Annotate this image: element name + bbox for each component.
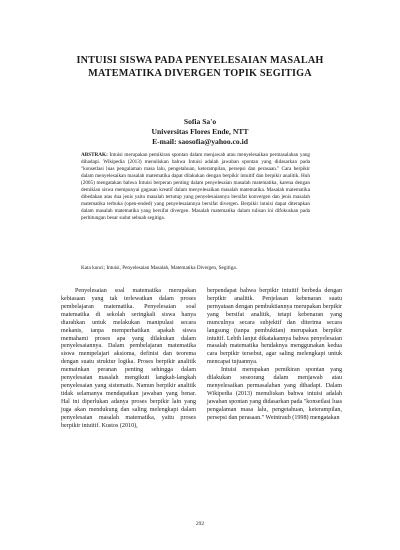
- title-line-1: INTUISI SISWA PADA PENYELESAIAN MASALAH: [76, 55, 324, 66]
- author-name: Sofia Sa'o: [183, 117, 217, 126]
- abstract-text: Intuisi merupakan pemikiran spontan dalam menjawab atau menyelesaikan permasalahan yang dihadapi. Wikipedia (2013) menuliskan bahwa Intuisi adalah jawaban spontan yang didasarkan pada "konsetlasi luas pengalaman masa lalu, pengetahuan, keterampilan, persepsi dan perasaan." Cara berpikir dalam menyelesaikan masalah matematika dapat dilakukan dengan berpikir intuitif dan berpikir analitik. Huh (2005) mengatakan bahwa Intuisi berperan penting dalam penyelesaian masalah matematika, karena dengan demikian siswa mempunyai gagasan kreatif dalam menyelesaikan masalah matematika. Masalah matematika dibedakan atas dua jenis yaitu masalah tertutup yang penyelesaiannya bersifat konvergen dan jenis masalah matematika terbuka (open-ended) yang penyelesaiannya bersifat divergen. Berpikir intuisi dapat diterapkan dalam masalah matematika yang bersifat divergen. Masalah matematika dalam tulisan ini difokuskan pada perhitungan besar sudut sebuah segitiga.: [81, 152, 311, 221]
- body-column-left: [61, 288, 196, 431]
- author-affiliation: Universitas Flores Ende, NTT: [151, 127, 249, 136]
- abstract: [81, 152, 310, 222]
- author-block: [80, 117, 320, 147]
- title-line-2: MATEMATIKA DIVERGEN TOPIK SEGITIGA: [88, 68, 312, 79]
- page-number: 292: [195, 521, 205, 527]
- author-email: E-mail: saosofia@yahoo.co.id: [152, 137, 248, 146]
- body-paragraph: berpendapat bahwa berpikir intuitif berbeda dengan berpikir analitik. Penjelasan kebenaran suatu pernyataan dengan pembuktiannya merupakan berpikir yang bersifat analitik, tetapi kebenaran yang munculnya secara subjektif dan diterima secara langsung (tanpa pembuktian) merupakan berpikir intuitif. Lebih lanjut dikatakannya bahwa penyelesaian masalah matematika hendaknya menggunakan kedua cara berpikir tersebut, agar saling melengkapi untuk mencapai tujuannya.: [207, 288, 342, 366]
- keywords: Kata kunci; Intuisi, Penyelesaian Masalah, Matematika Divergen, Segitiga.: [81, 265, 237, 271]
- abstract-label: ABSTRAK:: [81, 152, 108, 158]
- body-paragraph: Penyelesaian soal matematika merupakan kebiasaan yang tak terlewatkan dalam proses pembelajaran matematika. Penyelesaian soal matematika di sekolah seringkali siswa hanya diarahkan untuk melakukan manipulasi secara mekanis, tanpa memperhatikan apakah siswa memahami proses apa yang dilakukan dalam penyelesaiannya. Dalam pembelajaran matematika siswa mempelajari aksioma, definisi dan teorema dengan suatu struktur logika. Proses berpikir analitik memainkan peranan penting sehingga dalam penyelesaian masalah mengikuti langkah-langkah penyelesaian yang sistematis. Namun berpikir analitik tidak selamanya mendapatkan jawaban yang benar. Hal ini diperlukan adanya proses berpikir lain yang juga akan mendukung dan saling melengkapi dalam penyelesaian masalah matematika, yaitu proses berpikir intuitif. Kustos (2010),: [61, 288, 196, 429]
- paper-title: [40, 54, 360, 80]
- body-column-right: [207, 288, 342, 423]
- body-paragraph: Intuisi merupakan pemikiran spontan yang dilakukan seseorang dalam menjawab atau menyelesaikan permasalahan yang dihadapi. Dalam Wikipedia (2013) menuliskan bahwa intuisi adalah jawaban spontan yang didasarkan pada "konsetlasi luas pengalaman masa lalu, pengetahuan, keterampilan, persepsi dan perasaan." Weintraub (1998) mengatakan: [207, 367, 342, 421]
